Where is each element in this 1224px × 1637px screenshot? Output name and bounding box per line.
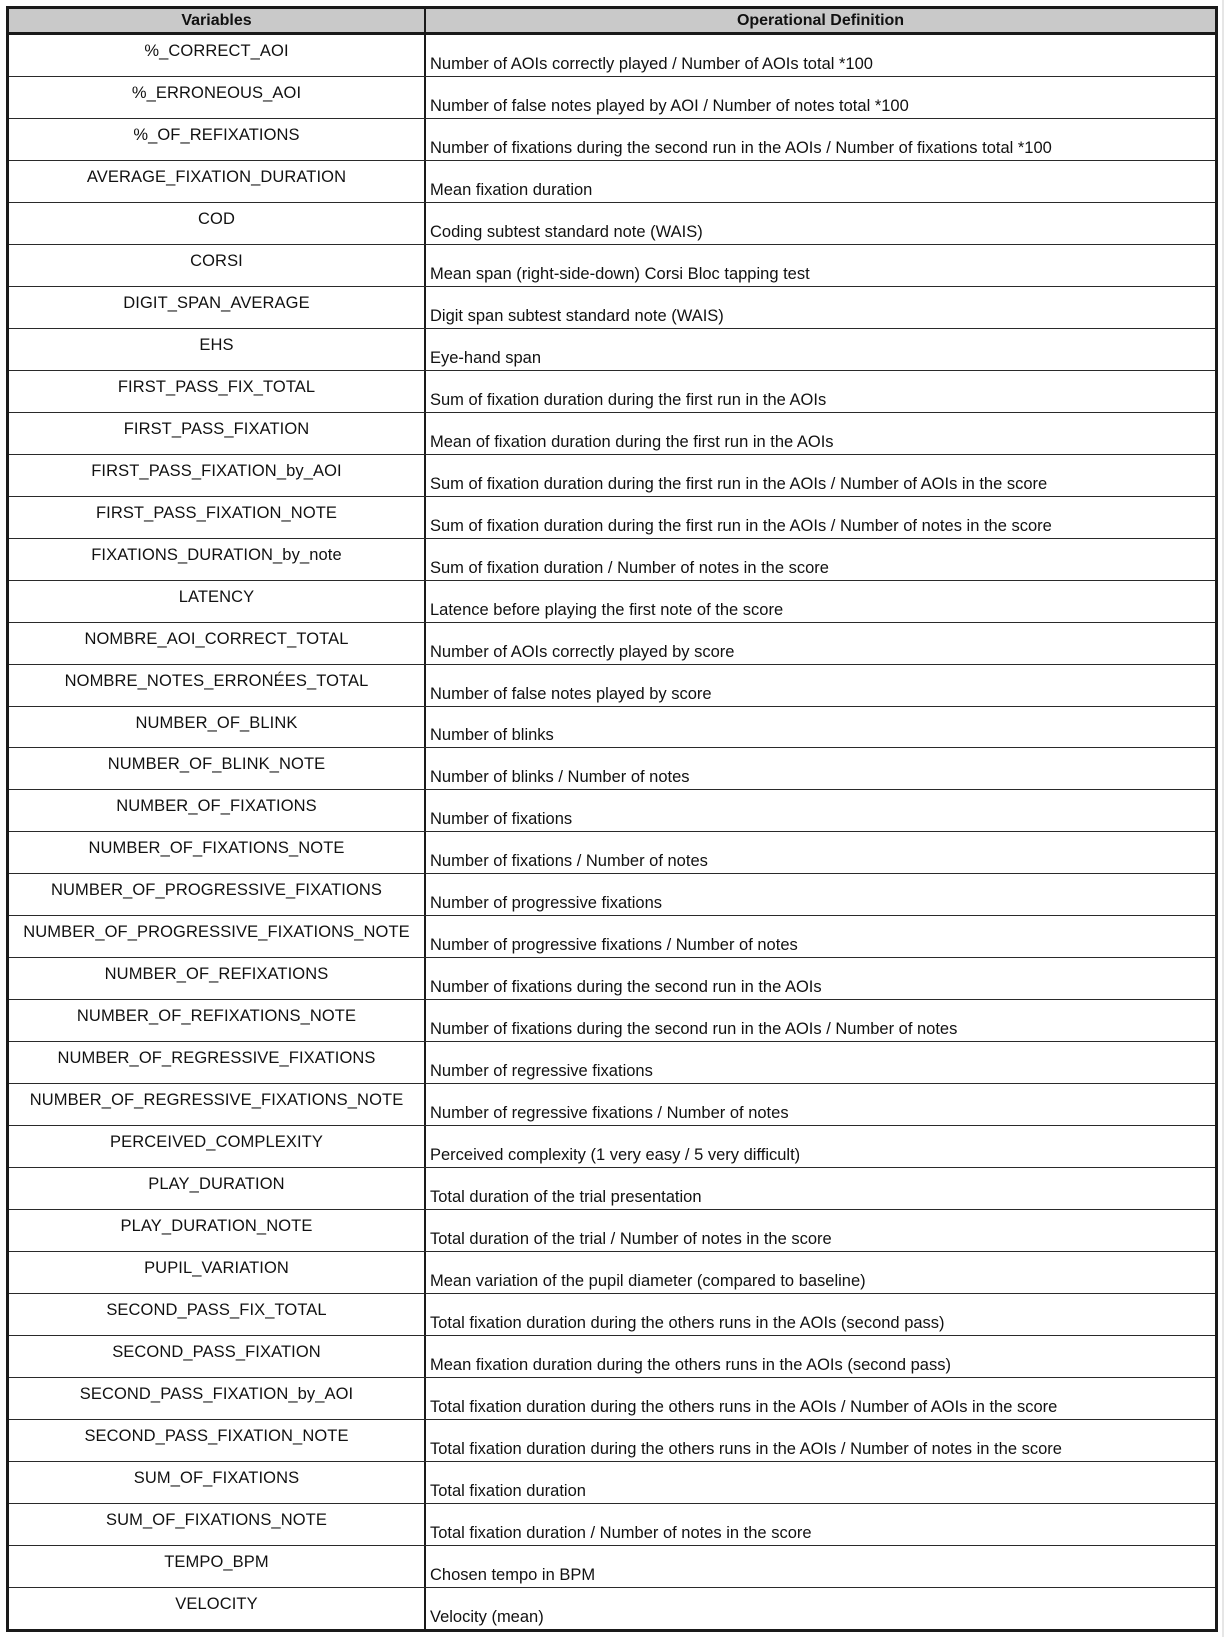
definition-cell: Chosen tempo in BPM xyxy=(430,1565,596,1584)
definition-cell: Mean of fixation duration during the first run in the AOIs xyxy=(430,432,834,451)
variable-cell: TEMPO_BPM xyxy=(9,1546,426,1587)
definition-cell: Number of fixations / Number of notes xyxy=(430,852,708,871)
header-operational-definition: Operational Definition xyxy=(736,11,905,29)
definition-cell: Number of AOIs correctly played by score xyxy=(430,642,735,661)
definition-cell: Total duration of the trial / Number of notes in the score xyxy=(430,1230,832,1249)
definition-cell: Mean fixation duration during the others runs in the AOIs (second pass) xyxy=(430,1356,951,1374)
definition-cell: Total fixation duration during the others runs in the AOIs / Number of notes in the score xyxy=(430,1439,1062,1458)
variable-cell: NUMBER_OF_PROGRESSIVE_FIXATIONS xyxy=(9,874,426,915)
variable-cell: NOMBRE_AOI_CORRECT_TOTAL xyxy=(9,623,426,664)
definition-cell: Sum of fixation duration during the first run in the AOIs / Number of notes in the score xyxy=(430,516,1052,535)
variables-table xyxy=(6,6,1218,1632)
variable-cell: %_ERRONEOUS_AOI xyxy=(9,77,426,118)
variable-cell: SUM_OF_FIXATIONS_NOTE xyxy=(9,1504,426,1545)
table-row xyxy=(9,329,1215,371)
variable-cell: %_CORRECT_AOI xyxy=(9,35,426,76)
variable-cell: FIRST_PASS_FIX_TOTAL xyxy=(9,371,426,412)
variable-cell: NUMBER_OF_BLINK_NOTE xyxy=(9,748,426,789)
variable-cell: NUMBER_OF_REFIXATIONS xyxy=(9,958,426,999)
table-row xyxy=(9,832,1215,874)
table-row xyxy=(9,1378,1215,1420)
variable-cell: VELOCITY xyxy=(9,1588,426,1629)
definition-cell: Number of AOIs correctly played / Number of AOIs total *100 xyxy=(430,54,873,73)
definition-cell: Number of fixations during the second run in the AOIs xyxy=(430,978,822,997)
variable-cell: LATENCY xyxy=(9,581,426,622)
definition-cell: Latence before playing the first note of the score xyxy=(430,600,784,619)
table-row xyxy=(9,1252,1215,1294)
variable-cell: SUM_OF_FIXATIONS xyxy=(9,1462,426,1503)
table-row xyxy=(9,790,1215,832)
table-row xyxy=(9,35,1215,77)
table-row xyxy=(9,958,1215,1000)
variable-cell: SECOND_PASS_FIXATION_by_AOI xyxy=(9,1378,426,1419)
definition-cell: Mean span (right-side-down) Corsi Bloc tapping test xyxy=(430,264,810,283)
definition-cell: Perceived complexity (1 very easy / 5 very difficult) xyxy=(430,1146,801,1165)
definition-cell: Eye-hand span xyxy=(430,348,541,367)
table-row xyxy=(9,707,1215,749)
definition-cell: Sum of fixation duration during the first run in the AOIs / Number of AOIs in the score xyxy=(430,474,1048,493)
table-row xyxy=(9,874,1215,916)
variable-cell: NUMBER_OF_REGRESSIVE_FIXATIONS xyxy=(9,1042,426,1083)
table-row xyxy=(9,119,1215,161)
table-row xyxy=(9,77,1215,119)
table-row xyxy=(9,581,1215,623)
variable-cell: %_OF_REFIXATIONS xyxy=(9,119,426,160)
table-row xyxy=(9,623,1215,665)
variable-cell: PLAY_DURATION_NOTE xyxy=(9,1210,426,1251)
table-row xyxy=(9,539,1215,581)
variable-cell: CORSI xyxy=(9,245,426,286)
definition-cell: Mean fixation duration xyxy=(430,180,593,199)
table-row xyxy=(9,1420,1215,1462)
definition-cell: Number of progressive fixations / Number of notes xyxy=(430,936,798,955)
definition-cell: Number of regressive fixations / Number of notes xyxy=(430,1104,789,1123)
definition-cell: Sum of fixation duration during the first run in the AOIs xyxy=(430,390,827,409)
table-row xyxy=(9,161,1215,203)
variable-cell: NUMBER_OF_PROGRESSIVE_FIXATIONS_NOTE xyxy=(9,916,426,957)
variable-cell: NUMBER_OF_FIXATIONS xyxy=(9,790,426,831)
definition-cell: Number of fixations xyxy=(430,810,573,829)
table-row xyxy=(9,1336,1215,1378)
table-row xyxy=(9,371,1215,413)
definition-cell: Number of false notes played by score xyxy=(430,684,712,703)
definition-cell: Number of fixations during the second run in the AOIs / Number of fixations total *100 xyxy=(430,138,1052,157)
variable-cell: PLAY_DURATION xyxy=(9,1168,426,1209)
definition-cell: Total fixation duration during the others runs in the AOIs / Number of AOIs in the score xyxy=(430,1397,1058,1416)
table-row xyxy=(9,1588,1215,1629)
table-row xyxy=(9,203,1215,245)
variable-cell: NUMBER_OF_REGRESSIVE_FIXATIONS_NOTE xyxy=(9,1084,426,1125)
variable-cell: PERCEIVED_COMPLEXITY xyxy=(9,1126,426,1167)
variable-cell: FIXATIONS_DURATION_by_note xyxy=(9,539,426,580)
table-row xyxy=(9,916,1215,958)
table-row xyxy=(9,1168,1215,1210)
definition-cell: Number of false notes played by AOI / Number of notes total *100 xyxy=(430,96,909,115)
variable-cell: FIRST_PASS_FIXATION_by_AOI xyxy=(9,455,426,496)
variable-cell: NOMBRE_NOTES_ERRONÉES_TOTAL xyxy=(9,665,426,706)
table-row xyxy=(9,497,1215,539)
definition-cell: Total duration of the trial presentation xyxy=(430,1188,702,1207)
table-row xyxy=(9,1546,1215,1588)
table-row xyxy=(9,245,1215,287)
definition-cell: Number of fixations during the second run in the AOIs / Number of notes xyxy=(430,1020,958,1039)
table-row xyxy=(9,1462,1215,1504)
variable-cell: AVERAGE_FIXATION_DURATION xyxy=(9,161,426,202)
table-header-row xyxy=(9,9,1215,35)
variable-cell: FIRST_PASS_FIXATION_NOTE xyxy=(9,497,426,538)
table-body xyxy=(9,35,1215,1629)
definition-cell: Total fixation duration during the others runs in the AOIs (second pass) xyxy=(430,1314,945,1333)
variable-cell: SECOND_PASS_FIXATION xyxy=(9,1336,426,1377)
table-row xyxy=(9,1504,1215,1546)
header-variables: Variables xyxy=(9,9,426,32)
definition-cell: Number of blinks xyxy=(430,726,554,745)
definition-cell: Total fixation duration / Number of notes in the score xyxy=(430,1523,812,1542)
table-row xyxy=(9,287,1215,329)
definition-cell: Velocity (mean) xyxy=(430,1607,544,1626)
table-row xyxy=(9,1042,1215,1084)
variable-cell: SECOND_PASS_FIXATION_NOTE xyxy=(9,1420,426,1461)
table-row xyxy=(9,1294,1215,1336)
definition-cell: Sum of fixation duration / Number of notes in the score xyxy=(430,558,829,577)
table-row xyxy=(9,455,1215,497)
table-row xyxy=(9,1126,1215,1168)
definition-cell: Total fixation duration xyxy=(430,1481,586,1500)
definition-cell: Number of blinks / Number of notes xyxy=(430,768,690,787)
variable-cell: EHS xyxy=(9,329,426,370)
table-row xyxy=(9,1210,1215,1252)
table-row xyxy=(9,1084,1215,1126)
definition-cell: Digit span subtest standard note (WAIS) xyxy=(430,306,724,325)
variable-cell: SECOND_PASS_FIX_TOTAL xyxy=(9,1294,426,1335)
definition-cell: Number of regressive fixations xyxy=(430,1062,653,1081)
table-row xyxy=(9,1000,1215,1042)
table-row xyxy=(9,665,1215,707)
table-row xyxy=(9,413,1215,455)
variable-cell: DIGIT_SPAN_AVERAGE xyxy=(9,287,426,328)
variable-cell: NUMBER_OF_FIXATIONS_NOTE xyxy=(9,832,426,873)
definition-cell: Number of progressive fixations xyxy=(430,894,663,913)
table-row xyxy=(9,748,1215,790)
definition-cell: Mean variation of the pupil diameter (compared to baseline) xyxy=(430,1272,866,1291)
variable-cell: FIRST_PASS_FIXATION xyxy=(9,413,426,454)
variable-cell: PUPIL_VARIATION xyxy=(9,1252,426,1293)
definition-cell: Coding subtest standard note (WAIS) xyxy=(430,222,703,241)
variable-cell: NUMBER_OF_REFIXATIONS_NOTE xyxy=(9,1000,426,1041)
variable-cell: COD xyxy=(9,203,426,244)
variable-cell: NUMBER_OF_BLINK xyxy=(9,707,426,748)
